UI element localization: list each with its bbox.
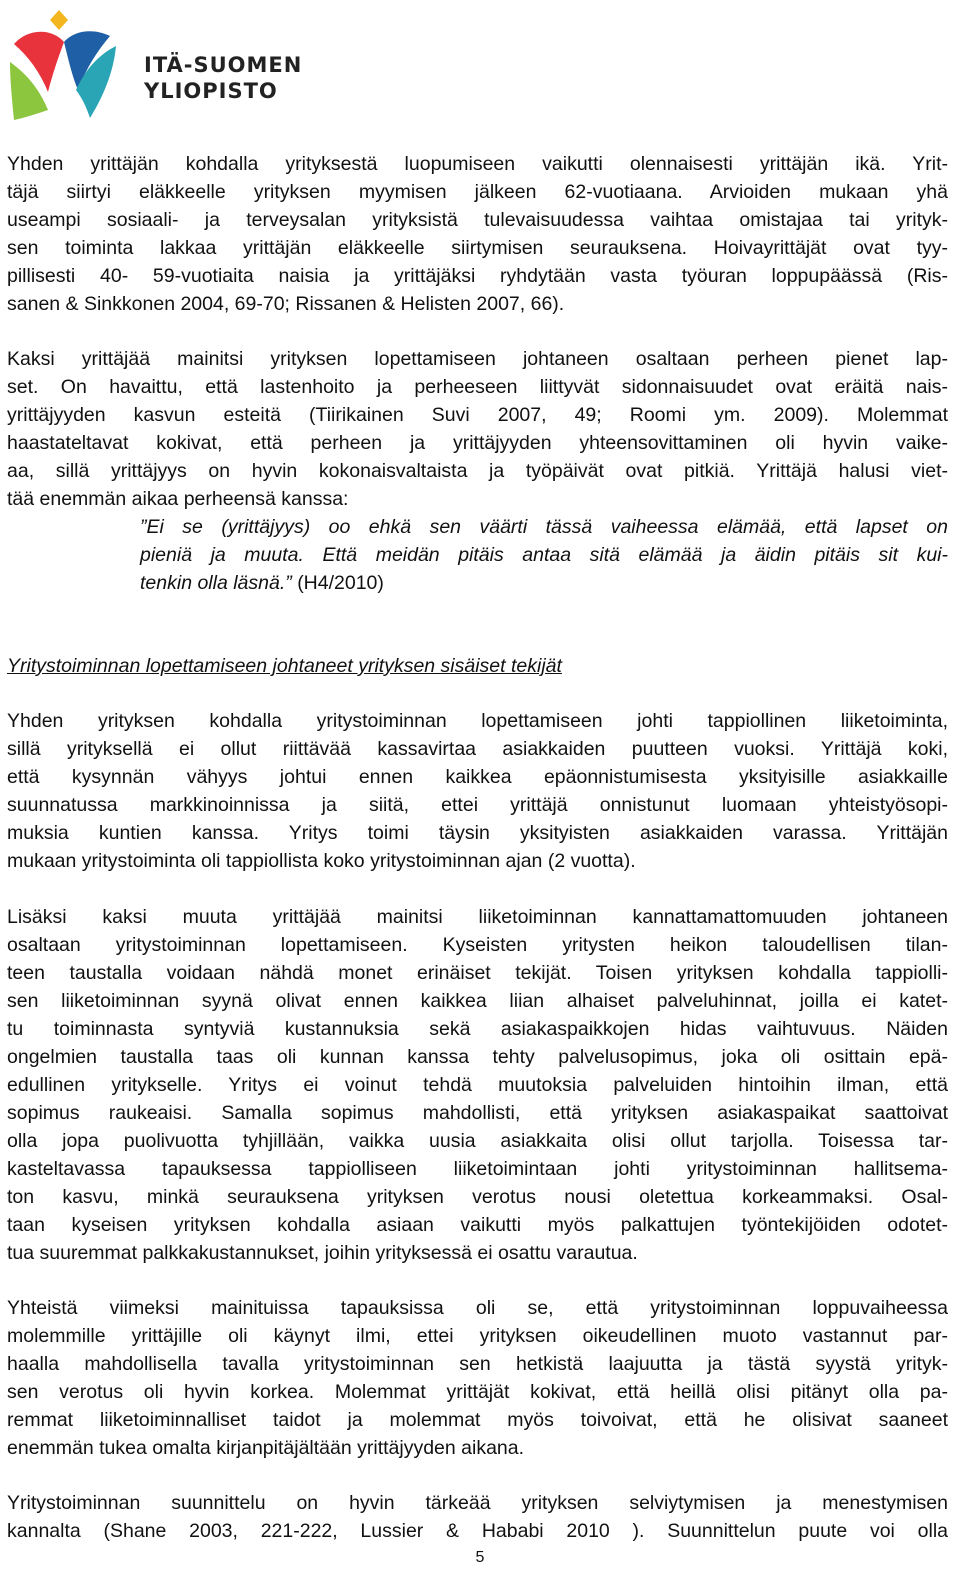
logo-text-line2: YLIOPISTO (144, 79, 278, 103)
quote-text: tenkin olla läsnä.” (140, 572, 292, 594)
logo-mark-icon (6, 6, 126, 124)
paragraph-2-line: tää enemmän aikaa perheensä kanssa: (7, 488, 349, 510)
paragraph-2-line: set. On havaittu, että lastenhoito ja perheeseen liittyvät sidonnaisuudet ovat eräitä nais- (7, 376, 948, 398)
paragraph-5-line: remmat liiketoiminnalliset taidot ja molemmat myös toivoivat, että he olisivat saaneet (7, 1409, 948, 1431)
paragraph-4-line: osaltaan yritystoiminnan lopettamiseen. Kyseisten yritysten heikon taloudellisen tilan- (7, 934, 948, 956)
paragraph-6-line: kannalta (Shane 2003, 221-222, Lussier & Hababi 2010 ). Suunnittelun puute voi olla (7, 1520, 948, 1542)
paragraph-3-line: muksia kuntien kanssa. Yritys toimi täysin yksityisten asiakkaiden varassa. Yrittäjän (7, 822, 948, 844)
paragraph-4-line: ton kasvu, minkä seurauksena yrityksen verotus nousi oletettua korkeammaksi. Osal- (7, 1186, 948, 1208)
page-number: 5 (475, 1549, 485, 1566)
quote-line: pieniä ja muuta. Että meidän pitäis antaa sitä elämää ja äidin pitäis sit kui- (140, 544, 948, 566)
paragraph-4-line: edullinen yritykselle. Yritys ei voinut tehdä muutoksia palveluiden hintoihin ilman, että (7, 1074, 948, 1096)
paragraph-3-line: sillä yrityksellä ei ollut riittävää kassavirtaa asiakkaiden puutteen vuoksi. Yrittäjä koki, (7, 738, 948, 760)
paragraph-4-line: olla jopa puolivuotta tyhjillään, vaikka uusia asiakkaita olisi ollut tarjolla. Toisessa tar- (7, 1130, 948, 1152)
paragraph-3-line: Yhden yrityksen kohdalla yritystoiminnan lopettamiseen johti tappiollinen liiketoiminta, (7, 710, 948, 732)
paragraph-1-line: täjä siirtyi eläkkeelle yrityksen myymisen jälkeen 62-vuotiaana. Arvioiden mukaan yhä (7, 181, 948, 203)
paragraph-6-line: Yritystoiminnan suunnittelu on hyvin tärkeää yrityksen selviytymisen ja menestymisen (7, 1492, 948, 1514)
paragraph-4-line: ongelmien taustalla taas oli kunnan kanssa tehty palvelusopimus, joka oli osittain epä- (7, 1046, 948, 1068)
paragraph-3-line: mukaan yritystoiminta oli tappiollista koko yritystoiminnan ajan (2 vuotta). (7, 850, 636, 872)
quote-citation: (H4/2010) (297, 572, 384, 594)
paragraph-1-line: pillisesti 40- 59-vuotiaita naisia ja yrittäjäksi ryhdytään vasta työuran loppupäässä (Ris- (7, 265, 948, 287)
section-heading: Yritystoiminnan lopettamiseen johtaneet yrityksen sisäiset tekijät (7, 655, 562, 677)
paragraph-5-line: haalla mahdollisella tavalla yritystoiminnan sen hetkistä laajuutta ja tästä syystä yrityk- (7, 1353, 948, 1375)
paragraph-2-line: aa, sillä yrittäjyys on hyvin kokonaisvaltaista ja työpäivät ovat pitkiä. Yrittäjä halusi viet- (7, 460, 948, 482)
paragraph-4-line: sen liiketoiminnan syynä olivat ennen kaikkea liian alhaiset palveluhinnat, joilla ei katet- (7, 990, 948, 1012)
paragraph-4-line: kasteltavassa tapauksessa tappiolliseen liiketoimintaan johti yritystoiminnan hallitsema- (7, 1158, 948, 1180)
logo-text-line1: ITÄ-SUOMEN (144, 53, 303, 77)
paragraph-2-line: yrittäjyyden kasvun esteitä (Tiirikainen Suvi 2007, 49; Roomi ym. 2009). Molemmat (7, 404, 948, 426)
paragraph-3-line: suunnatussa markkinoinnissa ja siitä, ettei yrittäjä onnistunut luomaan yhteistyösopi- (7, 794, 948, 816)
paragraph-5-line: enemmän tukea omalta kirjanpitäjältään yrittäjyyden aikana. (7, 1437, 525, 1459)
paragraph-4-line: taan kyseisen yrityksen kohdalla asiaan vaikutti myös palkattujen työntekijöiden odotet- (7, 1214, 948, 1236)
paragraph-1-line: sanen & Sinkkonen 2004, 69-70; Rissanen & Helisten 2007, 66). (7, 293, 565, 315)
paragraph-1-line: Yhden yrittäjän kohdalla yrityksestä luopumiseen vaikutti olennaisesti yrittäjän ikä. Yrit- (7, 153, 948, 175)
paragraph-5-line: Yhteistä viimeksi mainituissa tapauksissa oli se, että yritystoiminnan loppuvaiheessa (7, 1297, 948, 1319)
paragraph-4-line: sopimus raukeaisi. Samalla sopimus mahdollisti, että yrityksen asiakaspaikat saattoivat (7, 1102, 948, 1124)
paragraph-5-line: sen verotus oli hyvin korkea. Molemmat yrittäjät kokivat, että heillä olisi pitänyt olla pa- (7, 1381, 948, 1403)
paragraph-4-line: Lisäksi kaksi muuta yrittäjää mainitsi liiketoiminnan kannattamattomuuden johtaneen (7, 906, 948, 928)
paragraph-5-line: molemmille yrittäjille oli käynyt ilmi, ettei yrityksen oikeudellinen muoto vastannut par- (7, 1325, 948, 1347)
paragraph-2-line: haastateltavat kokivat, että perheen ja yrittäjyyden yhteensovittaminen oli hyvin vaike- (7, 432, 948, 454)
quote-line (140, 569, 948, 597)
paragraph-3-line: että kysynnän vähyys johtui ennen kaikkea epäonnistumisesta yksityisille asiakkaille (7, 766, 948, 788)
university-logo (6, 6, 346, 124)
paragraph-2-line: Kaksi yrittäjää mainitsi yrityksen lopettamiseen johtaneen osaltaan perheen pienet lap- (7, 348, 948, 370)
paragraph-1-line: useampi sosiaali- ja terveysalan yrityksistä tulevaisuudessa vaihtaa omistajaa tai yrityk- (7, 209, 948, 231)
paragraph-4-line: teen taustalla voidaan nähdä monet erinäiset tekijät. Toisen yrityksen kohdalla tappiolli- (7, 962, 948, 984)
paragraph-4-line: tua suuremmat palkkakustannukset, joihin yrityksessä ei osattu varautua. (7, 1242, 638, 1264)
quote-line: ”Ei se (yrittäjyys) oo ehkä sen väärti tässä vaiheessa elämää, että lapset on (140, 516, 948, 538)
paragraph-4-line: tu toiminnasta syntyviä kustannuksia sekä asiakaspaikkojen hidas vaihtuvuus. Näiden (7, 1018, 948, 1040)
paragraph-1-line: sen toiminta lakkaa yrittäjän eläkkeelle siirtymisen seurauksena. Hoivayrittäjät ovat tyy- (7, 237, 948, 259)
